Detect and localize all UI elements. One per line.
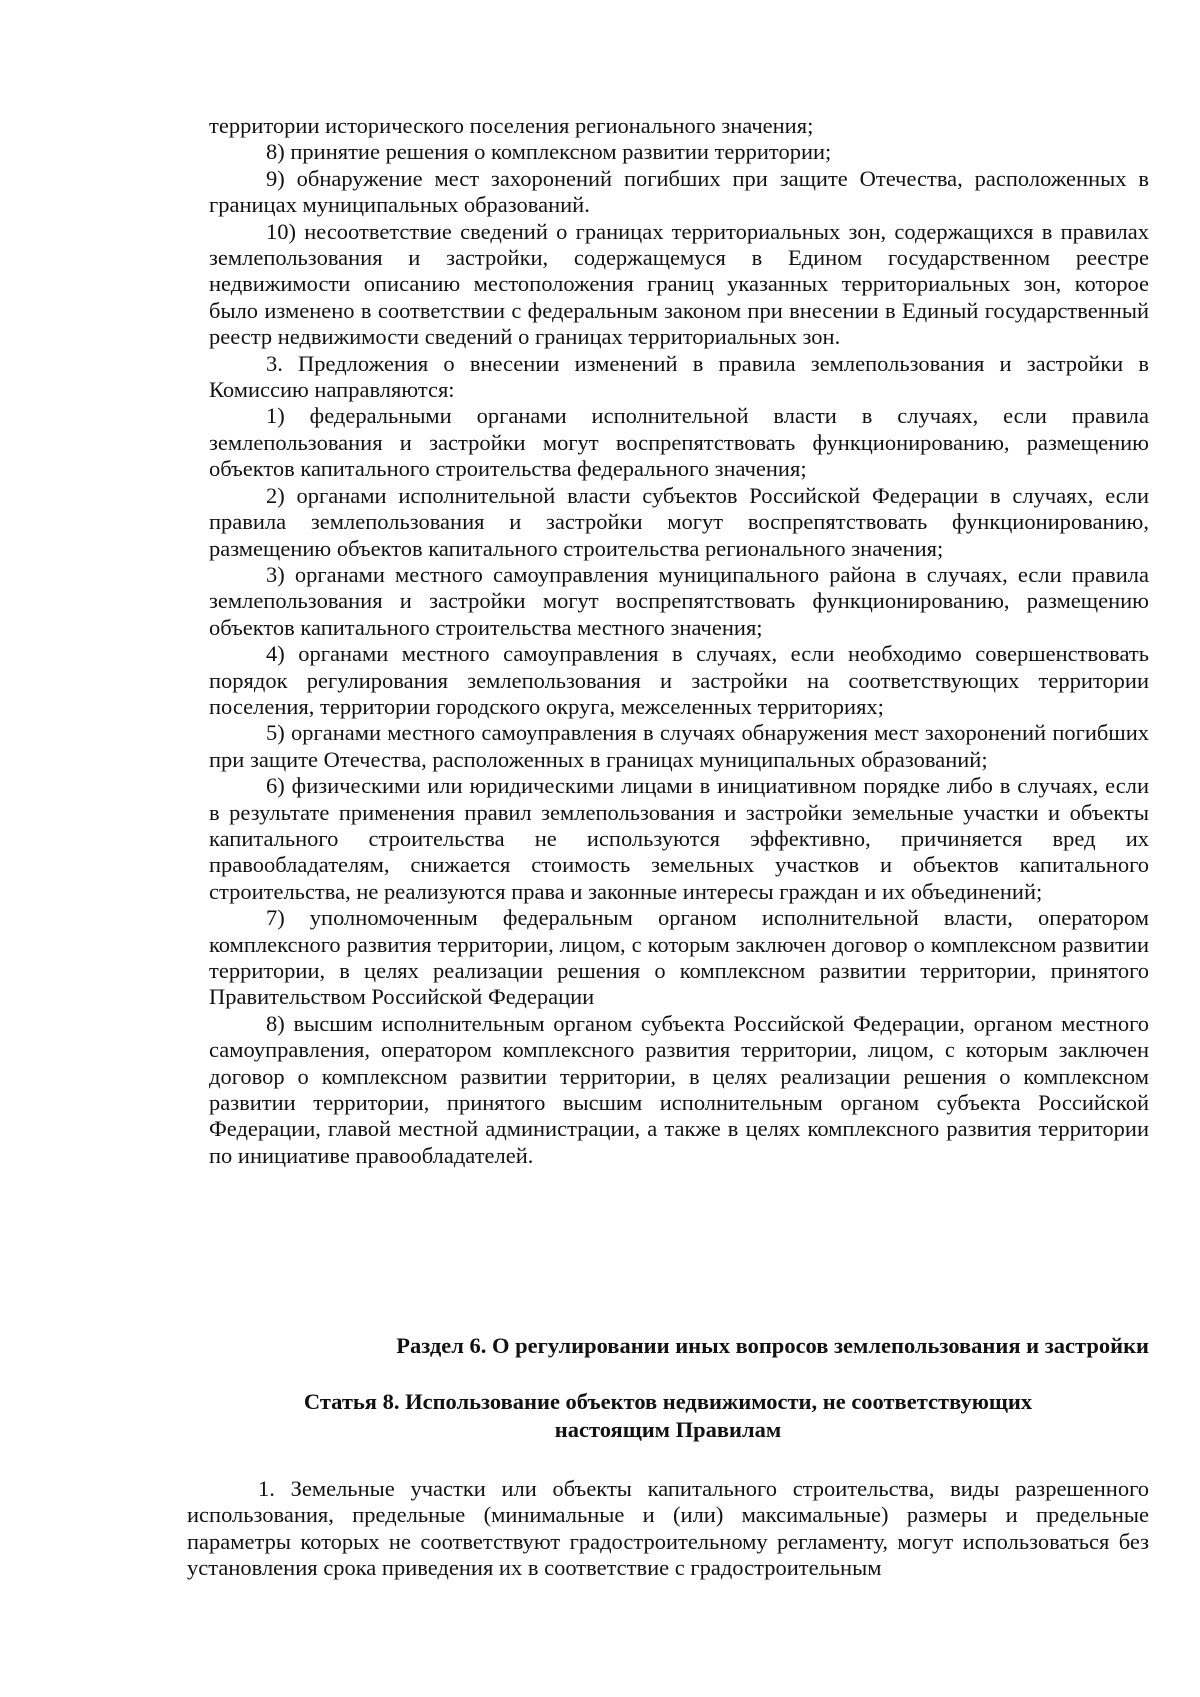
list-item: 6) физическими или юридическими лицами в инициативном порядке либо в случаях, если в результате применения правил землепользования и застройки земельные участки и объекты капитального строительства не используются эффективно, причиняется вред их правообладателям, снижается стоимость земельных участков и объектов капитального строительства, не реализуются права и законные интересы граждан и их объединений; xyxy=(209,773,1149,904)
section-heading: Раздел 6. О регулировании иных вопросов землепользования и застройки xyxy=(396,1333,1149,1358)
list-item: 9) обнаружение мест захоронений погибших при защите Отечества, расположенных в границах муниципальных образований. xyxy=(209,165,1149,218)
list-item: 1) федеральными органами исполнительной власти в случаях, если правила землепользования и застройки могут воспрепятствовать функционированию, размещению объектов капитального строительства федерального значения; xyxy=(209,403,1149,482)
article-heading-line: Статья 8. Использование объектов недвижимости, не соответствующих xyxy=(303,1389,1033,1414)
list-item: 8) принятие решения о комплексном развитии территории; xyxy=(266,139,832,165)
text-block-continuation xyxy=(209,113,1149,1169)
article-heading xyxy=(187,1388,1149,1444)
list-item: 5) органами местного самоуправления в случаях обнаружения мест захоронений погибших при защите Отечества, расположенных в границах муниципальных образований; xyxy=(209,720,1149,772)
paragraph: территории исторического поселения регионального значения; xyxy=(209,113,814,138)
article-heading-line: настоящим Правилам xyxy=(554,1417,782,1442)
paragraph: 1. Земельные участки или объекты капитального строительства, виды разрешенного использования, предельные (минимальные и (или) максимальные) размеры и предельные параметры которых не соответствуют градостроительному регламенту, могут использоваться без установления срока приведения их в соответствие с градостроительным xyxy=(187,1476,1149,1581)
list-item: 10) несоответствие сведений о границах территориальных зон, содержащихся в правилах землепользования и застройки, содержащемуся в Едином государственном реестре недвижимости описанию местоположения границ указанных территориальных зон, которое было изменено в соответствии с федеральным законом при внесении в Единый государственный реестр недвижимости сведений о границах территориальных зон. xyxy=(209,218,1149,350)
list-item: 2) органами исполнительной власти субъектов Российской Федерации в случаях, если правила землепользования и застройки могут воспрепятствовать функционированию, размещению объектов капитального строительства регионального значения; xyxy=(209,482,1149,561)
article-body xyxy=(187,1476,1149,1582)
list-item: 4) органами местного самоуправления в случаях, если необходимо совершенствовать порядок регулирования землепользования и застройки на соответствующих территории поселения, территории городского округа, межселенных территориях; xyxy=(209,641,1149,719)
list-item: 8) высшим исполнительным органом субъекта Российской Федерации, органом местного самоуправления, оператором комплексного развития территории, лицом, с которым заключен договор о комплексном развитии территории, в целях реализации решения о комплексном развитии территории, принятого высшим исполнительным органом субъекта Российской Федерации, главой местной администрации, а также в целях комплексного развития территории по инициативе правообладателей. xyxy=(209,1010,1149,1168)
list-item: 3) органами местного самоуправления муниципального района в случаях, если правила землепользования и застройки могут воспрепятствовать функционированию, размещению объектов капитального строительства местного значения; xyxy=(209,561,1149,640)
paragraph: 3. Предложения о внесении изменений в правила землепользования и застройки в Комиссию направляются: xyxy=(209,350,1149,403)
list-item: 7) уполномоченным федеральным органом исполнительной власти, оператором комплексного развития территории, лицом, с которым заключен договор о комплексном развитии территории, в целях реализации решения о комплексном развитии территории, принятого Правительством Российской Федерации xyxy=(209,905,1149,1010)
